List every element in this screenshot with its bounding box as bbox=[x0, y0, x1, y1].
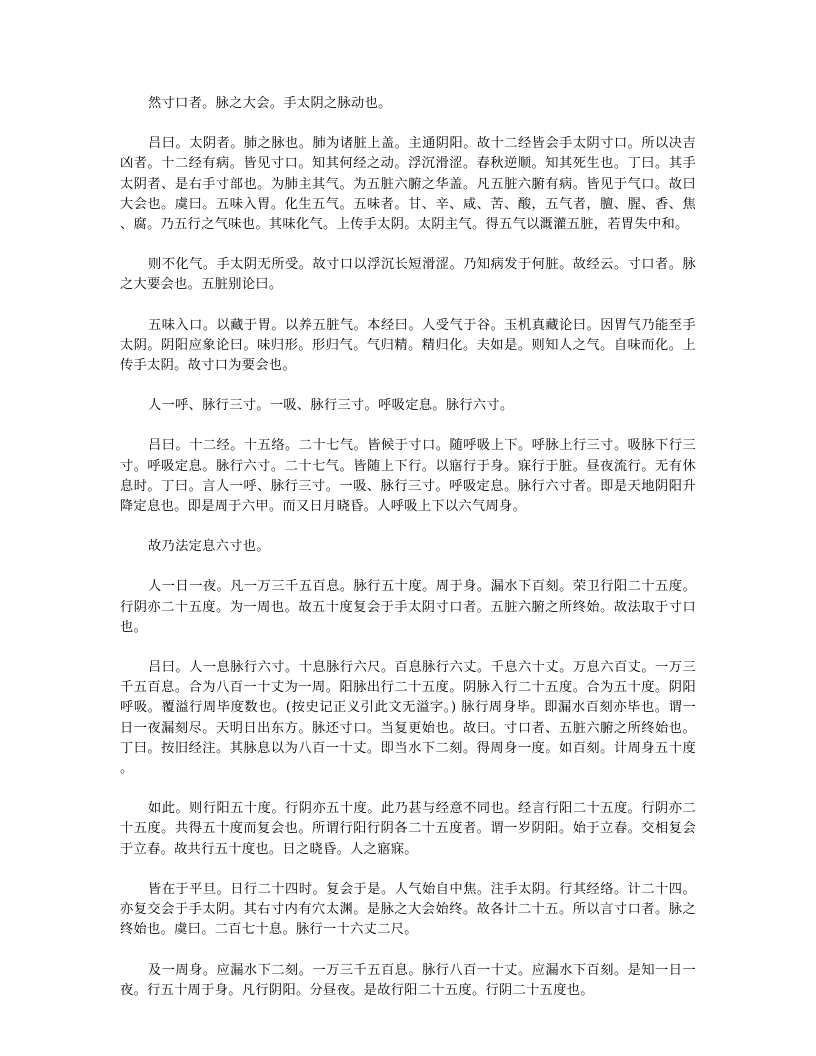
document-body bbox=[120, 94, 696, 1021]
paragraph-4: 五味入口。以藏于胃。以养五脏气。本经曰。人受气于谷。玉机真藏论曰。因胃气乃能至手太阴。阴阳应象论曰。味归形。形归气。气归精。精归化。夫如是。则知人之气。自味而化。上传手太阴。故寸口为要会也。 bbox=[120, 317, 696, 374]
paragraph-3: 则不化气。手太阴无所受。故寸口以浮沉长短滑涩。乃知病发于何脏。故经云。寸口者。脉之大要会也。五脏别论曰。 bbox=[120, 257, 696, 293]
paragraph-10: 如此。则行阳五十度。行阴亦五十度。此乃甚与经意不同也。经言行阳二十五度。行阴亦二十五度。共得五十度而复会也。所谓行阳行阴各二十五度者。谓一岁阴阳。始于立春。交相复会于立春。故共行五十度也。日之晓昏。人之寤寐。 bbox=[120, 801, 696, 857]
paragraph-9: 吕曰。人一息脉行六寸。十息脉行六尺。百息脉行六丈。千息六十丈。万息六百丈。一万三千五百息。合为八百一十丈为一周。阳脉出行二十五度。阴脉入行二十五度。合为五十度。阴阳呼吸。覆溢行周毕度数也。(按史记正义引此文无溢字。) 脉行周身毕。即漏水百刻亦毕也。谓一日一夜漏刻尽。天明日出东方。脉还寸口。当复更始也。故曰。寸口者、五脏六腑之所终始也。丁曰。按旧经注。其脉息以为八百一十丈。即当水下二刻。得周身一度。如百刻。计周身五十度。 bbox=[120, 660, 696, 777]
paragraph-2: 吕曰。太阴者。肺之脉也。肺为诸脏上盖。主通阴阳。故十二经皆会手太阴寸口。所以决吉凶者。十二经有病。皆见寸口。知其何经之动。浮沉滑涩。春秋逆顺。知其死生也。丁曰。其手太阴者、是右手寸部也。为肺主其气。为五脏六腑之华盖。凡五脏六腑有病。皆见于气口。故曰大会也。虞曰。五味入胃。化生五气。五味者。甘、辛、咸、苦、酸，五气者，膻、腥、香、焦、腐。乃五行之气味也。其味化气。上传手太阴。太阴主气。得五气以溉灌五脏，若胃失中和。 bbox=[120, 136, 696, 233]
paragraph-5: 人一呼、脉行三寸。一吸、脉行三寸。呼吸定息。脉行六寸。 bbox=[148, 398, 514, 414]
paragraph-11: 皆在于平旦。日行二十四时。复会于是。人气始自中焦。注手太阴。行其经络。计二十四。亦复交会于手太阴。其右寸内有穴太渊。是脉之大会始终。故各计二十五。所以言寸口者。脉之终始也。虞曰。二百七十息。脉行一十六丈二尺。 bbox=[120, 881, 696, 938]
paragraph-12: 及一周身。应漏水下二刻。一万三千五百息。脉行八百一十丈。应漏水下百刻。是知一日一夜。行五十周于身。凡行阴阳。分昼夜。是故行阳二十五度。行阴二十五度也。 bbox=[120, 962, 696, 998]
paragraph-8: 人一日一夜。凡一万三千五百息。脉行五十度。周于身。漏水下百刻。荣卫行阳二十五度。行阴亦二十五度。为一周也。故五十度复会于手太阴寸口者。五脏六腑之所终始。故法取于寸口也。 bbox=[120, 579, 696, 635]
paragraph-7: 故乃法定息六寸也。 bbox=[148, 539, 270, 555]
paragraph-1: 然寸口者。脉之大会。手太阴之脉动也。 bbox=[148, 96, 392, 111]
paragraph-6: 吕曰。十二经。十五络。二十七气。皆候于寸口。随呼吸上下。呼脉上行三寸。吸脉下行三寸。呼吸定息。脉行六寸。二十七气。皆随上下行。以寤行于身。寐行于脏。昼夜流行。无有休息时。丁曰。言人一呼、脉行三寸。一吸、脉行三寸。呼吸定息。脉行六寸者。即是天地阴阳升降定息也。即是周于六甲。而又日月晓昏。人呼吸上下以六气周身。 bbox=[120, 438, 696, 515]
